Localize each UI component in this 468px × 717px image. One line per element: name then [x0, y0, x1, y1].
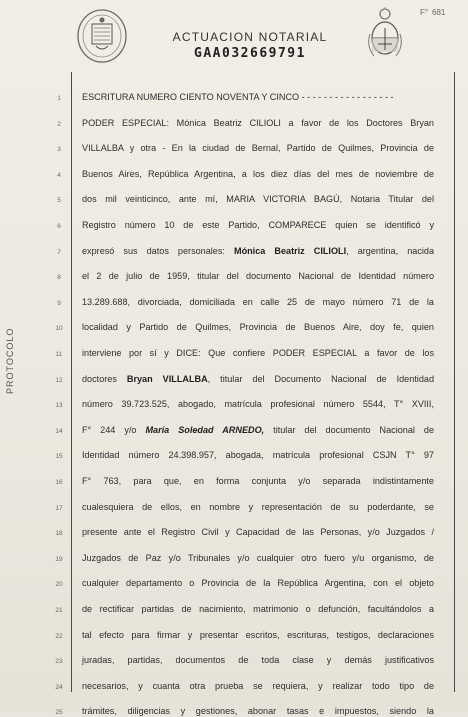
document-line: cualesquiera de ellos, en nombre y representación de su poderdante, se — [82, 501, 434, 512]
document-line: necesarios, y cuanta otra prueba se requiera, y realizar todo tipo de — [82, 680, 434, 691]
document-line: ESCRITURA NUMERO CIENTO NOVENTA Y CINCO - - - - - - - - - - - - - - - - - — [82, 92, 394, 102]
document-line: F° 763, para que, en forma conjunta y/o separada indistintamente — [82, 476, 434, 486]
document-line — [82, 425, 434, 436]
line-number: 20 — [55, 581, 63, 589]
document-line: el 2 de julio de 1959, titular del documento Nacional de Identidad número — [82, 271, 434, 282]
line-segment: , titular del Documento Nacional de Identidad — [207, 373, 434, 384]
named-party: María Soledad ARNEDO, — [145, 424, 265, 435]
national-coat-of-arms-icon — [368, 6, 402, 62]
line-number: 7 — [57, 248, 61, 256]
document-line — [82, 246, 434, 257]
line-number: 3 — [57, 146, 61, 154]
document-line: Juzgados de Paz y/o Tribunales y/o cualquier otro fuero y/u organismo, de — [82, 552, 434, 563]
document-line: Registro número 10 de este Partido, COMPARECE quien se identificó y — [82, 220, 434, 230]
line-number: 23 — [55, 658, 63, 666]
line-number: 2 — [57, 120, 61, 128]
line-number: 5 — [57, 197, 61, 205]
line-segment: expresó sus datos personales: — [82, 245, 234, 256]
document-line: PODER ESPECIAL: Mónica Beatriz CILIOLI a favor de los Doctores Bryan — [82, 117, 434, 128]
line-number: 21 — [55, 607, 63, 614]
line-number: 16 — [55, 479, 63, 486]
line-number: 11 — [55, 351, 63, 358]
line-number: 12 — [55, 376, 63, 384]
line-number: 25 — [55, 709, 63, 717]
folio-value: 681 — [432, 8, 446, 17]
folio-number — [420, 8, 446, 17]
line-number: 15 — [55, 453, 63, 461]
line-number: 13 — [55, 402, 63, 410]
line-number: 4 — [57, 171, 61, 179]
line-segment: F° 244 y/o — [82, 424, 146, 435]
document-line: interviene por sí y DICE: Que confiere PODER ESPECIAL a favor de los — [82, 348, 434, 358]
named-party: Bryan VILLALBA — [126, 373, 208, 384]
line-number: 22 — [55, 632, 63, 640]
document-line: Buenos Aires, República Argentina, a los diez días del mes de noviembre de — [82, 168, 434, 179]
document-line: de rectificar partidas de nacimiento, matrimonio o defunción, facultándolos a — [82, 604, 434, 614]
line-number: 19 — [55, 555, 63, 563]
folio-prefix: F° — [420, 8, 429, 17]
document-line: VILLALBA y otra - En la ciudad de Bernal, Partido de Quilmes, Provincia de — [82, 143, 434, 154]
named-party: Mónica Beatriz CILIOLI — [234, 245, 347, 256]
line-number: 17 — [55, 504, 63, 512]
line-segment: titular del documento Nacional de — [264, 424, 434, 435]
line-number: 8 — [57, 274, 61, 282]
document-line: localidad y Partido de Quilmes, Provincia de Buenos Aire, doy fe, quien — [82, 322, 434, 333]
line-number: 10 — [55, 325, 63, 333]
line-number: 9 — [57, 299, 61, 307]
notary-seal-icon — [76, 8, 128, 64]
line-number: 14 — [55, 427, 63, 435]
line-segment: , argentina, nacida — [346, 245, 434, 256]
line-number: 18 — [55, 530, 63, 538]
document-line: juradas, partidas, documentos de toda clase y demás justificativos — [82, 655, 434, 666]
document-line: dos mil veinticinco, ante mí, MARIA VICTORIA BAGÚ, Notaria Titular del — [82, 194, 434, 205]
document-line — [82, 374, 434, 385]
document-line: presente ante el Registro Civil y Capacidad de las Personas, y/o Juzgados / — [82, 527, 434, 538]
document-line: trámites, diligencias y gestiones, abonar tasas e impuestos, siendo la — [82, 706, 434, 717]
document-title: ACTUACION NOTARIAL — [172, 30, 328, 44]
document-line: Identidad número 24.398.957, abogada, matrícula profesional CSJN T° 97 — [82, 450, 434, 461]
document-line: número 39.723.525, abogado, matrícula profesional número 5544, T° XVIII, — [82, 399, 434, 410]
document-line: tal efecto para firmar y presentar escritos, escrituras, testigos, declaraciones — [82, 629, 434, 640]
protocol-side-label: PROTOCOLO — [5, 327, 15, 394]
serial-number: GAA032669791 — [194, 46, 306, 61]
line-number: 1 — [57, 95, 61, 102]
line-number: 6 — [57, 223, 61, 230]
line-segment: doctores — [82, 373, 127, 384]
document-line: 13.289.688, divorciada, domiciliada en calle 25 de mayo número 71 de la — [82, 296, 434, 307]
document-line: cualquier departamento o Provincia de la República Argentina, con el objeto — [82, 578, 434, 589]
line-number: 24 — [55, 683, 63, 691]
